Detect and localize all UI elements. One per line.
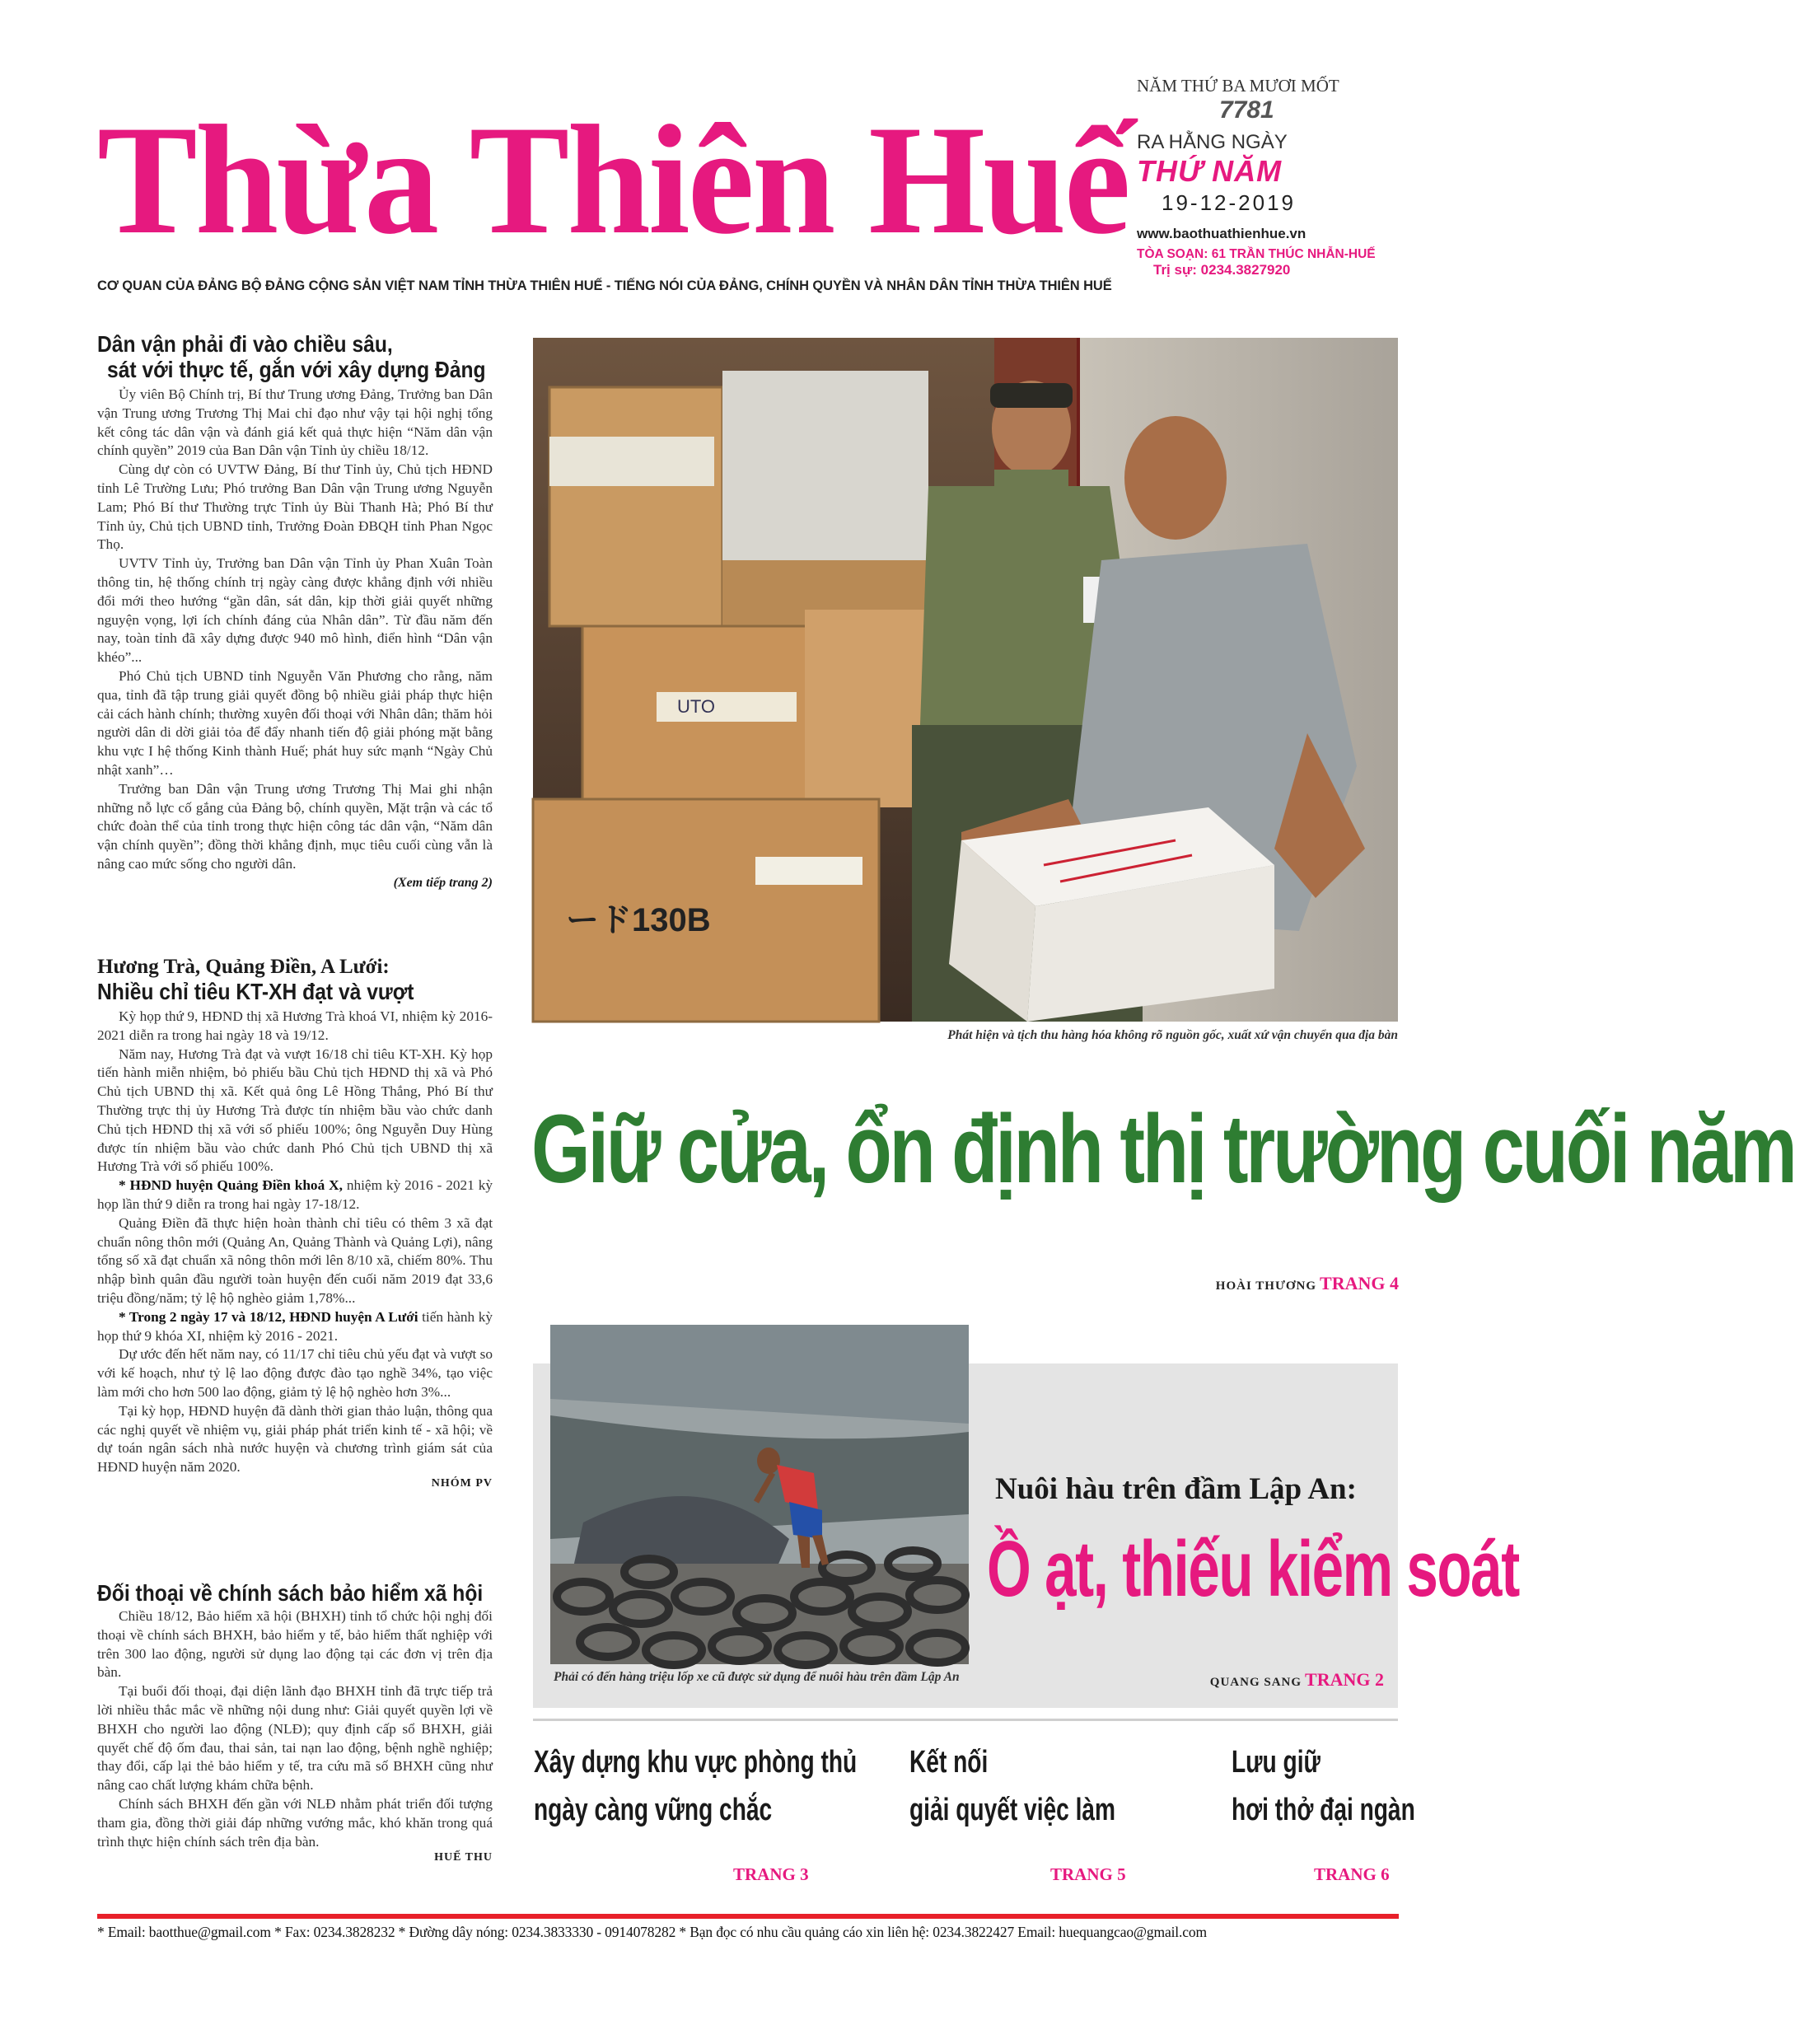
lead-photo-illustration xyxy=(533,338,1398,1022)
publication-year: NĂM THỨ BA MƯƠI MỐT xyxy=(1137,76,1339,96)
oyster-reference xyxy=(1137,1669,1384,1691)
teaser-title: Xây dựng khu vực phòng thủ xyxy=(534,1745,858,1780)
teaser-title: giải quyết việc làm xyxy=(909,1793,1116,1827)
article-paragraph: * Trong 2 ngày 17 và 18/12, HĐND huyện A Lưới tiến hành kỳ họp thứ 9 khóa XI, nhiệm kỳ 2016 - 2021. xyxy=(97,1308,493,1344)
website-link[interactable]: www.baothuathienhue.vn xyxy=(1137,226,1307,241)
oyster-kicker: Nuôi hàu trên đầm Lập An: xyxy=(995,1472,1357,1506)
publication-frequency: RA HẰNG NGÀY xyxy=(1137,131,1288,153)
teaser-title: hơi thở đại ngàn xyxy=(1232,1793,1415,1827)
issue-info xyxy=(1137,76,1409,278)
photo-caption: Phải có đến hàng triệu lốp xe cũ được sử dụng để nuôi hàu trên đầm Lập An xyxy=(554,1670,960,1684)
teaser-item[interactable] xyxy=(1232,1738,1415,1834)
subhead: * Trong 2 ngày 17 và 18/12, HĐND huyện A Lưới xyxy=(119,1308,418,1325)
lead-reference xyxy=(1145,1273,1399,1294)
article-headline[interactable]: Nhiều chỉ tiêu KT-XH đạt và vượt xyxy=(97,979,414,1004)
page-link[interactable]: TRANG 4 xyxy=(1320,1273,1399,1293)
article-headline[interactable]: Đối thoại về chính sách bảo hiểm xã hội xyxy=(97,1580,484,1606)
teaser-title: ngày càng vững chắc xyxy=(534,1793,773,1827)
box-label: ード130B xyxy=(566,902,711,938)
teaser-item[interactable] xyxy=(534,1738,863,1834)
article-bhxh xyxy=(97,1580,493,1864)
oyster-photo-illustration xyxy=(550,1325,969,1664)
photo-caption: Phát hiện và tịch thu hàng hóa không rõ nguồn gốc, xuất xứ vận chuyển qua địa bàn xyxy=(947,1028,1398,1042)
article-paragraph: Ủy viên Bộ Chính trị, Bí thư Trung ương Đảng, Trưởng ban Dân vận Trung ương Trương Thị Mai chỉ đạo như vậy tại hội nghị tổng kết công tác dân vận và đánh giá kết quả thực hiện “Năm dân vận chính quyền” 2019 của Ban Dân vận Tỉnh ủy chiều 18/12. xyxy=(97,386,493,459)
oyster-headline[interactable]: Ồ ạt, thiếu kiểm soát xyxy=(987,1525,1519,1613)
article-headline[interactable]: sát với thực tế, gắn với xây dựng Đảng xyxy=(107,357,486,382)
page-link[interactable]: TRANG 2 xyxy=(1305,1669,1384,1690)
article-paragraph: Kỳ họp thứ 9, HĐND thị xã Hương Trà khoá VI, nhiệm kỳ 2016-2021 diễn ra trong hai ngày 18 và 19/12. xyxy=(97,1008,493,1043)
teaser-page-link[interactable]: TRANG 6 xyxy=(1314,1864,1390,1884)
article-ky-hop xyxy=(97,956,493,1490)
article-byline: HUẾ THU xyxy=(434,1851,493,1864)
office-address: TÒA SOẠN: 61 TRẦN THÚC NHẪN-HUẾ xyxy=(1137,247,1376,261)
teaser-item[interactable] xyxy=(909,1738,1140,1834)
lead-photo xyxy=(533,338,1398,1022)
issue-date: 19-12-2019 xyxy=(1162,190,1296,215)
box-label: UTO xyxy=(677,696,716,717)
article-paragraph: Năm nay, Hương Trà đạt và vượt 16/18 chỉ tiêu KT-XH. Kỳ họp tiến hành miễn nhiệm, bỏ phiếu bầu Chủ tịch HĐND thị xã và Phó Chủ tịch UBND thị xã. Kết quả ông Lê Hồng Thắng, Phó Bí thư Thường trực thị ủy Hương Trà được tín nhiệm bầu vào chức danh Chủ tịch HĐND thị xã với số phiếu 100%; ông Nguyễn Duy Hùng được tín nhiệm bầu vào chức danh Phó Chủ tịch UBND thị xã Hương Trà với số phiếu 100%. xyxy=(97,1045,493,1175)
article-paragraph: Chiều 18/12, Bảo hiểm xã hội (BHXH) tỉnh tổ chức hội nghị đối thoại về chính sách BHXH, bảo hiểm y tế, bảo hiểm thất nghiệp với trên 300 lao động, người sử dụng lao động tại các đơn vị trên địa bàn. xyxy=(97,1608,493,1681)
article-paragraph: * HĐND huyện Quảng Điền khoá X, nhiệm kỳ 2016 - 2021 kỳ họp lần thứ 9 diễn ra trong hai ngày 17-18/12. xyxy=(97,1177,493,1212)
article-paragraph: Tại kỳ họp, HĐND huyện đã dành thời gian thảo luận, thông qua các nghị quyết về nhiệm vụ, giải pháp phát triển kinh tế - xã hội; về dự toán ngân sách nhà nước huyện và chương trình giám sát của HĐND huyện năm 2020. xyxy=(97,1402,493,1476)
article-paragraph: Quảng Điền đã thực hiện hoàn thành chỉ tiêu có thêm 3 xã đạt chuẩn nông thôn mới (Quảng An, Quảng Thành và Quảng Lợi), nâng tổng số xã đạt chuẩn xã nông thôn mới lên 8/10 xã, chiếm 80%. Thu nhập bình quân đầu người toàn huyện đến cuối năm 2019 đạt 33,6 triệu đồng/năm; tỷ lệ hộ nghèo giảm 1,78%... xyxy=(97,1214,493,1306)
oyster-photo xyxy=(550,1325,969,1664)
article-paragraph: Trưởng ban Dân vận Trung ương Trương Thị Mai ghi nhận những nỗ lực cố gắng của Đảng bộ, chính quyền, Mặt trận và các tổ chức đoàn thể của tỉnh trong thực hiện công tác dân vận, “Năm dân vận chính quyền”; đồng thời khẳng định, mục tiêu cuối cùng vẫn là nâng cao mức sống cho người dân. xyxy=(97,780,493,872)
footer-contacts: * Email: baotthue@gmail.com * Fax: 0234.3828232 * Đường dây nóng: 0234.3833330 - 0914078282 * Bạn đọc có nhu cầu quảng cáo xin liên hệ: 0234.3822427 Email: huequangcao@gmail.com xyxy=(97,1924,1207,1940)
admin-phone: Trị sự: 0234.3827920 xyxy=(1153,262,1291,278)
article-byline: NHÓM PV xyxy=(431,1476,493,1490)
section-divider xyxy=(533,1719,1398,1721)
author-name: HOÀI THƯƠNG xyxy=(1215,1279,1317,1293)
teaser-title: Lưu giữ xyxy=(1232,1745,1321,1780)
article-paragraph: UVTV Tỉnh ủy, Trưởng ban Dân vận Tỉnh ủy Phan Xuân Toàn thông tin, hệ thống chính trị ngày càng được khẳng định với nhiều đổi mới theo hướng “gần dân, sát dân, kịp thời giải quyết những nguyện vọng, lợi ích chính đáng của Nhân dân”. Từ đầu năm đến nay, toàn tỉnh đã xây dựng được 940 mô hình, điển hình “Dân vận khéo”... xyxy=(97,555,493,666)
article-dan-van xyxy=(97,331,493,891)
author-name: QUANG SANG xyxy=(1209,1676,1302,1689)
article-headline[interactable]: Dân vận phải đi vào chiều sâu, xyxy=(97,331,393,357)
teaser-title: Kết nối xyxy=(909,1745,989,1780)
issue-weekday: THỨ NĂM xyxy=(1137,154,1283,188)
lead-headline[interactable]: Giữ cửa, ổn định thị trường cuối năm xyxy=(531,1095,1795,1204)
article-paragraph: Tại buổi đối thoại, đại diện lãnh đạo BHXH tỉnh đã trực tiếp trả lời nhiều thắc mắc về những nội dung như: Giải quyết quyền lợi về BHXH cho người lao động (NLĐ); quy định cấp sổ BHXH, giải quyết chế độ ốm đau, thai sản, tai nạn lao động, bệnh nghề nghiệp; thay đổi, cấp lại thẻ bảo hiểm y tế, tra cứu mã số BHXH cũng như nâng cao chất lượng khám chữa bệnh. xyxy=(97,1683,493,1794)
article-paragraph: Chính sách BHXH đến gần với NLĐ nhằm phát triển đối tượng tham gia, đồng thời giải đáp những vướng mắc, khó khăn trong quá trình thực hiện chính sách trên địa bàn. xyxy=(97,1795,493,1850)
teaser-page-link[interactable]: TRANG 3 xyxy=(733,1864,809,1884)
article-kicker: Hương Trà, Quảng Điền, A Lưới: xyxy=(97,956,390,978)
article-paragraph: Cùng dự còn có UVTW Đảng, Bí thư Tỉnh ủy, Chủ tịch HĐND tỉnh Lê Trường Lưu; Phó trưởng Ban Dân vận Trung ương Nguyễn Lam; Phó Bí thư Thường trực Tỉnh ủy Bùi Thanh Hà; Phó Bí thư Tỉnh ủy, Chủ tịch UBND tỉnh, Trưởng Đoàn ĐBQH tỉnh Phan Ngọc Thọ. xyxy=(97,461,493,553)
subhead: * HĐND huyện Quảng Điền khoá X, xyxy=(119,1177,343,1194)
masthead-title: Thừa Thiên Huế xyxy=(97,94,1129,267)
article-paragraph: Dự ước đến hết năm nay, có 11/17 chỉ tiêu chủ yếu đạt và vượt so với kế hoạch, như tỷ lệ lao động được đào tạo nghề 34%, tạo việc làm mới cho hơn 500 lao động, giảm tỷ lệ hộ nghèo hơn 3%... xyxy=(97,1346,493,1400)
teaser-page-link[interactable]: TRANG 5 xyxy=(1050,1864,1126,1884)
article-paragraph: Phó Chủ tịch UBND tỉnh Nguyễn Văn Phương cho rằng, năm qua, tỉnh đã tập trung giải quyết đồng bộ nhiều giải pháp thực hiện cải cách hành chính; thường xuyên đối thoại với Nhân dân; thăm hỏi người dân di dời giải tỏa để đẩy nhanh tiến độ giải phóng mặt bằng khu vực I hệ thống Kinh thành Huế; phát huy sức mạnh “Ngày Chủ nhật xanh”… xyxy=(97,667,493,778)
footer-rule xyxy=(97,1914,1399,1919)
issue-number: 7781 xyxy=(1219,96,1274,124)
continued-link[interactable]: (Xem tiếp trang 2) xyxy=(393,875,493,890)
masthead-tagline: CƠ QUAN CỦA ĐẢNG BỘ ĐẢNG CỘNG SẢN VIỆT NAM TỈNH THỪA THIÊN HUẾ - TIẾNG NÓI CỦA ĐẢNG, CHÍNH QUYỀN VÀ NHÂN DÂN TỈNH THỪA THIÊN HUẾ xyxy=(97,278,1112,293)
